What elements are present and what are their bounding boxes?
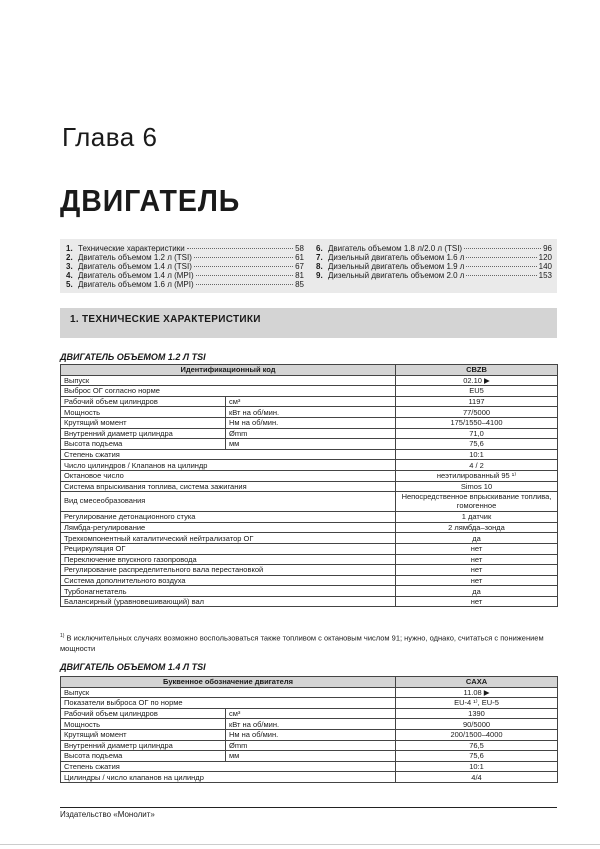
row-label: Выпуск [61, 687, 396, 698]
table-row [61, 729, 558, 740]
row-label: Вид смесеобразования [61, 492, 396, 512]
table-row [61, 575, 558, 586]
table-row [61, 460, 558, 471]
toc-item-page: 140 [538, 262, 552, 271]
table-row [61, 719, 558, 730]
table-row [61, 375, 558, 386]
table-header-code: CAXA [396, 677, 558, 688]
row-label: Система впрыскивания топлива, система зажигания [61, 481, 396, 492]
chapter-label: Глава 6 [62, 122, 158, 152]
table-row [61, 407, 558, 418]
row-value: 75,6 [396, 439, 558, 450]
table-header-label: Буквенное обозначение двигателя [61, 677, 396, 688]
row-unit: мм [226, 439, 396, 450]
row-value: 10:1 [396, 449, 558, 460]
toc-item-label: Дизельный двигатель объемом 2.0 л [328, 271, 465, 280]
row-unit: кВт на об/мин. [226, 407, 396, 418]
toc-item [66, 262, 304, 271]
row-value: нет [396, 575, 558, 586]
row-value: 4 / 2 [396, 460, 558, 471]
row-unit: см³ [226, 396, 396, 407]
table-row [61, 386, 558, 397]
toc-item [316, 244, 552, 253]
row-value: нет [396, 596, 558, 607]
row-value: неэтилированный 95 ¹⁾ [396, 470, 558, 481]
row-label: Выпуск [61, 375, 396, 386]
row-label: Число цилиндров / Клапанов на цилиндр [61, 460, 396, 471]
toc-item-leader [196, 284, 293, 285]
row-label: Регулирование распределительного вала перестановкой [61, 565, 396, 576]
row-value: нет [396, 543, 558, 554]
table-row [61, 449, 558, 460]
toc-item-page: 96 [543, 244, 552, 253]
toc-column-left [66, 244, 304, 289]
row-label: Степень сжатия [61, 761, 396, 772]
row-unit: Нм на об/мин. [226, 729, 396, 740]
row-label: Рабочий объем цилиндров [61, 708, 226, 719]
row-unit: Нм на об/мин. [226, 417, 396, 428]
row-label: Внутренний диаметр цилиндра [61, 740, 226, 751]
toc-item-number: 9. [316, 271, 323, 280]
toc-item-label: Двигатель объемом 1.2 л (TSI) [78, 253, 192, 262]
table-row [61, 522, 558, 533]
toc-item [316, 271, 552, 280]
row-unit: Ømm [226, 740, 396, 751]
row-label: Трехкомпонентный каталитический нейтрализатор ОГ [61, 533, 396, 544]
toc-item [66, 271, 304, 280]
page-title: ДВИГАТЕЛЬ [60, 183, 241, 218]
table-row [61, 596, 558, 607]
table-row [61, 428, 558, 439]
table-row [61, 512, 558, 523]
toc-item-number: 5. [66, 280, 73, 289]
row-value: 1390 [396, 708, 558, 719]
row-label: Крутящий момент [61, 729, 226, 740]
row-label: Внутренний диаметр цилиндра [61, 428, 226, 439]
toc-item-number: 8. [316, 262, 323, 271]
row-label: Цилиндры / число клапанов на цилиндр [61, 772, 396, 783]
row-label: Показатели выброса ОГ по норме [61, 698, 396, 709]
table-row [61, 708, 558, 719]
row-label: Мощность [61, 719, 226, 730]
toc-item-page: 85 [295, 280, 304, 289]
row-label: Балансирный (уравновешивающий) вал [61, 596, 396, 607]
row-value: 90/5000 [396, 719, 558, 730]
toc-item [316, 253, 552, 262]
section-header [60, 308, 557, 338]
toc-item [66, 244, 304, 253]
row-value: 77/5000 [396, 407, 558, 418]
toc-item-leader [466, 266, 536, 267]
toc-item-leader [194, 266, 293, 267]
row-label: Регулирование детонационного стука [61, 512, 396, 523]
table-row [61, 751, 558, 762]
table-row [61, 740, 558, 751]
table2-title: ДВИГАТЕЛЬ ОБЪЕМОМ 1.4 Л TSI [60, 662, 206, 672]
section-title: 1. ТЕХНИЧЕСКИЕ ХАРАКТЕРИСТИКИ [70, 314, 261, 325]
table-header-code: CBZB [396, 365, 558, 376]
row-value: EU5 [396, 386, 558, 397]
table-header-row [61, 677, 558, 688]
table-row [61, 772, 558, 783]
row-label: Октановое число [61, 470, 396, 481]
footnote-text: В исключительных случаях возможно воспользоваться также топливом с октановым числом 91; нужно, однако, считаться с понижением мощности [60, 633, 544, 653]
footnote-mark: 1) [60, 633, 65, 639]
toc-item-number: 4. [66, 271, 73, 280]
table-row [61, 554, 558, 565]
table-row [61, 492, 558, 512]
row-label: Лямбда-регулирование [61, 522, 396, 533]
row-value: да [396, 586, 558, 597]
toc-item [66, 280, 304, 289]
table-row [61, 470, 558, 481]
toc-item-label: Двигатель объемом 1.6 л (MPI) [78, 280, 194, 289]
toc-item-leader [194, 257, 293, 258]
row-value: 11.08 ▶ [396, 687, 558, 698]
row-unit: кВт на об/мин. [226, 719, 396, 730]
toc-item-label: Технические характеристики [78, 244, 185, 253]
row-value: 4/4 [396, 772, 558, 783]
table1-title: ДВИГАТЕЛЬ ОБЪЕМОМ 1.2 Л TSI [60, 352, 206, 362]
table-row [61, 417, 558, 428]
page-bottom-rule [0, 844, 600, 845]
table-row [61, 586, 558, 597]
toc-item-page: 67 [295, 262, 304, 271]
toc-item-number: 3. [66, 262, 73, 271]
table-row [61, 543, 558, 554]
table-of-contents [60, 239, 557, 293]
row-label: Переключение впускного газопровода [61, 554, 396, 565]
row-unit: мм [226, 751, 396, 762]
table-row [61, 687, 558, 698]
row-value: EU-4 ¹⁾, EU-5 [396, 698, 558, 709]
row-value: 02.10 ▶ [396, 375, 558, 386]
toc-item-label: Дизельный двигатель объемом 1.9 л [328, 262, 465, 271]
toc-item [66, 253, 304, 262]
spec-table-1-2-tsi [60, 364, 558, 607]
row-label: Выброс ОГ согласно норме [61, 386, 396, 397]
row-label: Турбонагнетатель [61, 586, 396, 597]
toc-item-label: Двигатель объемом 1.4 л (MPI) [78, 271, 194, 280]
toc-item-number: 6. [316, 244, 323, 253]
row-value: 75,6 [396, 751, 558, 762]
row-value: да [396, 533, 558, 544]
row-value: 175/1550–4100 [396, 417, 558, 428]
table-row [61, 481, 558, 492]
table-row [61, 761, 558, 772]
toc-item-leader [466, 275, 536, 276]
toc-item-number: 2. [66, 253, 73, 262]
row-unit: Ømm [226, 428, 396, 439]
toc-column-right [316, 244, 552, 280]
row-value: 71,0 [396, 428, 558, 439]
row-label: Рециркуляция ОГ [61, 543, 396, 554]
toc-item [316, 262, 552, 271]
row-value: 1197 [396, 396, 558, 407]
table-row [61, 396, 558, 407]
row-label: Высота подъема [61, 751, 226, 762]
row-label: Мощность [61, 407, 226, 418]
toc-item-page: 153 [538, 271, 552, 280]
table-header-label: Идентификационный код [61, 365, 396, 376]
table-row [61, 533, 558, 544]
row-value: 200/1500–4000 [396, 729, 558, 740]
toc-item-page: 81 [295, 271, 304, 280]
toc-item-number: 1. [66, 244, 73, 253]
row-unit: см³ [226, 708, 396, 719]
row-value: Непосредственное впрыскивание топлива, гомогенное [396, 492, 558, 512]
toc-item-page: 120 [538, 253, 552, 262]
table-row [61, 565, 558, 576]
toc-item-leader [466, 257, 536, 258]
footer-divider [60, 807, 557, 808]
table-row [61, 439, 558, 450]
toc-item-page: 58 [295, 244, 304, 253]
toc-item-number: 7. [316, 253, 323, 262]
toc-item-page: 61 [295, 253, 304, 262]
row-value: Simos 10 [396, 481, 558, 492]
table-row [61, 698, 558, 709]
footnote [60, 631, 557, 654]
toc-item-leader [196, 275, 293, 276]
row-value: 1 датчик [396, 512, 558, 523]
row-label: Степень сжатия [61, 449, 396, 460]
row-label: Рабочий объем цилиндров [61, 396, 226, 407]
toc-item-label: Двигатель объемом 1.4 л (TSI) [78, 262, 192, 271]
row-value: 2 лямбда–зонда [396, 522, 558, 533]
toc-item-label: Двигатель объемом 1.8 л/2.0 л (TSI) [328, 244, 463, 253]
row-label: Система дополнительного воздуха [61, 575, 396, 586]
table-header-row [61, 365, 558, 376]
row-value: нет [396, 554, 558, 565]
row-value: 10:1 [396, 761, 558, 772]
publisher-label: Издательство «Монолит» [60, 810, 155, 819]
row-label: Крутящий момент [61, 417, 226, 428]
spec-table-1-4-tsi [60, 676, 558, 783]
row-label: Высота подъема [61, 439, 226, 450]
toc-item-leader [464, 248, 541, 249]
row-value: 76,5 [396, 740, 558, 751]
toc-item-label: Дизельный двигатель объемом 1.6 л [328, 253, 465, 262]
row-value: нет [396, 565, 558, 576]
toc-item-leader [187, 248, 293, 249]
